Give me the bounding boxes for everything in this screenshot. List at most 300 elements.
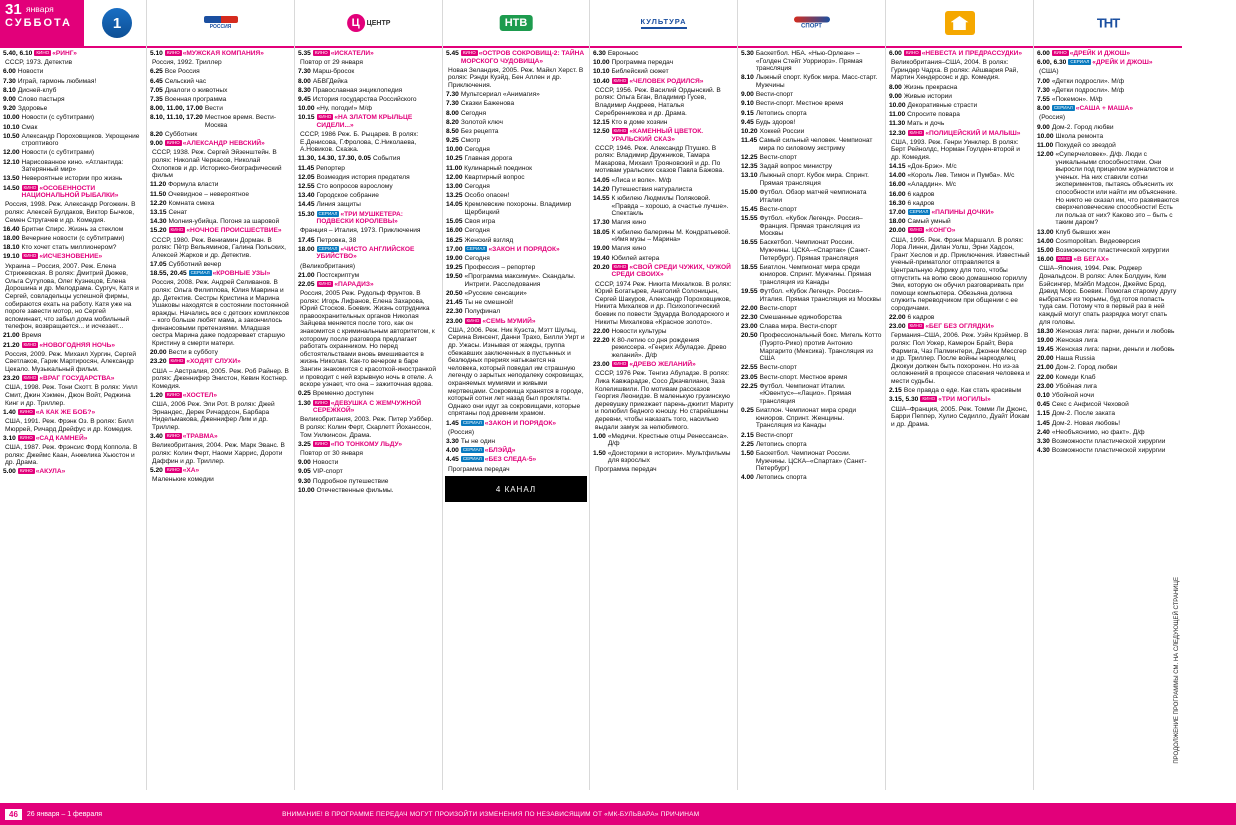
program-time: 19.25 [446,264,463,272]
program-time: 15.00 [741,189,758,197]
program-text: «ИСЧЕЗНОВЕНИЕ» [39,253,103,261]
program-row [889,314,1030,322]
program-title [461,456,586,464]
program-text: Летопись спорта [755,109,807,117]
program-title [300,290,439,389]
program-row [3,351,143,374]
program-title [317,201,439,209]
domashniy-logo[interactable] [945,11,975,35]
program-title [152,279,291,347]
program-row [298,263,439,271]
program-row [3,235,143,243]
program-text: Магия кино [611,219,647,227]
program-category-badge: КИНО [170,227,184,233]
program-title [300,450,439,458]
program-time: 7.55 [1037,95,1050,103]
program-text: 6 кадров [907,314,935,322]
program-text: «Суперчеловек». Д/ф. Люди с уникальными способностями. Они выросли под прицелом журналистов и ученых. На них ставили сотни экспериментов, пытаясь объяснить их способности или найти им объяснение. Но никто не сказал им, что развиваются сверхчеловеческие способности! Есть ли польза от них? Каково это – быть с таким даром? [1055,151,1179,227]
program-text: Сегодня [460,109,487,117]
program-text: Своя игра [464,218,496,226]
program-text: Баскетбол. Чемпионат России. Мужчины. ЦСКА–«Спартак» (Санкт-Петербург). Прямая трансляция [759,239,871,262]
program-text: Новая Зеландия, 2005. Реж. Майкл Херст. В ролях: Рэнди Куэйд, Бен Аллен и др. Приключения. [448,66,584,89]
program-time: 8.10, 11.10, 17.20 [150,114,203,122]
channel-column-2 [147,0,295,790]
program-time: 15.45 [741,205,758,213]
program-title [891,139,1030,162]
channel-header-4 [443,0,589,48]
program-title [760,172,882,187]
program-text: «ПО ТОНКОМУ ЛЬДУ» [330,440,402,448]
program-text: «Доисторики в истории». Мультфильмы для взрослых [607,449,731,465]
program-text: «ПАПИНЫ ДОЧКИ» [931,209,994,216]
program-text: «ХА» [182,466,200,474]
program-text: Кто в доме хозяин [611,118,668,126]
program-row [150,50,291,58]
program-text: Лыжный спорт. Кубок мира. Масс-старт. Мужчины [755,74,878,89]
program-title [595,370,734,431]
program-title [165,392,291,400]
program-text: США, 1995. Реж. Фрэнк Маршалл. В ролях: Лора Линни, Дилан Уолш, Эрни Хадсон, Грант Хеслов и др. Приключения. Известный ученый-приматолог отправляется в Центральную Африку для того, чтобы отпустить на волю свою домашнюю гориллу Эми, которую он обучил разговаривать при помощи компьютера. Обезьяна должна служить переводчиком при общении с ее сородичами. [891,236,1030,312]
program-title [1055,142,1179,150]
program-time: 8.20 [150,131,163,139]
program-row [446,246,586,254]
program-time: 20.20 [593,263,610,271]
program-time: 9.00 [150,140,163,148]
program-time: 10.15 [298,114,315,122]
program-time: 19.40 [593,254,610,262]
program-text: Ты не один [460,437,495,445]
program-text: СССР, 1938. Реж. Сергей Эйзенштейн. В ролях: Николай Черкасов, Николай Охлопков и др. Историко-биографический фильм [152,149,282,180]
program-time: 13.15 [150,209,167,216]
program-title [608,450,734,465]
program-row [1037,420,1179,428]
program-title [1052,401,1179,409]
program-text: Вести-спорт [759,205,797,213]
program-text: «Ну, погоди!» М/ф [316,105,372,113]
program-time: 3.25 [298,440,311,448]
program-title [465,290,586,298]
program-text: Здоровье [17,105,48,113]
program-title [300,416,439,439]
program-row [889,172,1030,180]
program-row [298,272,439,280]
program-row [446,100,586,108]
program-text: Вести-спорт [755,91,794,99]
program-time: 18.00 [298,245,315,253]
program-row [889,111,1030,119]
program-text: СССР, 1956. Реж. Василий Ордынский. В ролях: Ольга Бган, Владимир Гусев, Владимир Андреев, Наталья Серебренникова и др. Драма. [595,86,721,117]
program-row [3,185,143,200]
program-text: «СВОЙ СРЕДИ ЧУЖИХ, ЧУЖОЙ СРЕДИ СВОИХ» [611,263,731,279]
program-title [612,78,734,86]
program-row [1037,346,1179,354]
program-row [741,189,882,204]
program-text: Великобритания, 2003. Реж. Питер Уэббер. В ролях: Колин Ферт, Скарлетт Йоханссон, Том Уилкинсон. Драма. [300,416,434,439]
program-row [889,200,1030,208]
program-title [152,368,291,391]
program-text: Подробное путешествие [312,477,389,485]
program-text: (Россия) [448,428,475,436]
program-text: События [372,155,401,163]
program-title [465,264,586,272]
program-text: К юбилею балерины М. Кондратьевой. «Имя музы – Марина» [611,228,731,244]
program-row [446,67,586,90]
program-text: Кремлевские похороны. Владимир Щербицкий [464,201,572,216]
program-row [1037,328,1179,336]
program-title [908,200,1030,208]
program-row [1037,383,1179,391]
program-title [18,96,143,104]
program-text: «АКУЛА» [35,468,66,476]
program-category-badge: КИНО [466,317,480,323]
program-title [904,93,1030,101]
program-title [165,467,291,475]
program-text: «БЛЭЙД» [484,447,516,455]
program-row [298,174,439,182]
program-text: «ДЕВУШКА С ЖЕМЧУЖНОЙ СЕРЕЖКОЙ» [312,399,422,415]
program-row [298,237,439,245]
program-text: Вести в субботу [168,349,218,357]
program-time: 2.40 [1037,428,1050,436]
program-row [593,128,734,143]
program-text: «РИНГ» [52,50,77,57]
program-time: 23.00 [1037,382,1054,390]
program-title [908,191,1030,199]
channel-one-logo[interactable]: 1 [102,8,132,38]
program-category-badge: КИНО [166,50,180,55]
program-time: 6.00, 6.30 [1037,59,1067,67]
program-time: 10.50 [3,132,20,140]
program-row [298,78,439,86]
tvc-logo[interactable]: Ц ЦЕНТР [347,14,391,32]
program-time: 3.40 [150,433,163,441]
program-title [313,441,439,449]
program-row [298,227,439,235]
program-text: «КРОВНЫЕ УЗЫ» [212,270,271,278]
program-title [461,128,586,136]
program-row [298,201,439,209]
program-category-badge: КИНО [909,129,923,135]
program-title [756,441,882,449]
channel4-black-box [445,476,587,502]
program-row [889,163,1030,171]
program-category-badge: КИНО [23,375,37,381]
program-title [22,226,143,234]
program-title [317,183,439,191]
program-text: Россия, 1998. Реж. Александр Рогожкин. В ролях: Алексей Булдаков, Виктор Бычков, Семен Стругачев и др. Комедия. [5,201,136,224]
program-category-badge: СЕРИАЛ [318,210,338,216]
program-time: 3.30 [446,437,459,445]
program-row [298,281,439,289]
program-time: 15.30 [298,210,315,218]
listing-7 [886,48,1033,428]
program-title [205,105,291,113]
program-text: «ХОСТЕЛ» [182,392,218,399]
program-category-badge: КИНО [909,323,923,329]
program-text: Дом-2. После заката [1051,410,1116,418]
program-title [313,68,439,76]
program-row [3,332,143,340]
program-category-badge: СЕРИАЛ [462,456,482,462]
program-row [3,435,143,443]
program-text: «Русские сенсации» [464,290,527,298]
program-row [446,137,586,145]
program-row [593,195,734,218]
program-time: 16.40 [3,225,20,233]
program-row [446,290,586,298]
program-time: 12.55 [298,183,315,191]
program-row [741,215,882,238]
program-text: Летопись спорта [755,474,807,482]
program-text: Новости (с субтитрами) [21,149,95,157]
program-title [5,351,143,374]
program-text: Возможности пластической хирургии [1051,447,1166,455]
program-text: Нарисованное кино. «Атлантида: Затерянный мир» [21,158,124,174]
program-title [465,308,586,316]
program-title [22,235,143,243]
page-footer [0,803,1236,825]
program-time: 8.00 [298,77,311,85]
program-row [3,133,143,148]
program-text: СССР, 1973. Детектив [5,59,73,67]
program-row [889,332,1030,385]
program-title [756,91,882,99]
program-category-badge: КИНО [613,263,627,269]
program-text: Кто хочет стать миллионером? [21,244,117,252]
program-text: Сто вопросов взрослому [316,183,393,191]
program-text: Биатлон. Чемпионат мира среди юниоров. Спринт. Женщины. Трансляция из Канады [755,407,857,430]
program-title [465,227,586,235]
program-row [1037,78,1179,86]
program-title [22,244,143,252]
program-row [1037,59,1179,67]
program-title [1052,105,1179,113]
program-time: 18.10 [3,244,20,252]
program-row [741,137,882,152]
program-row [446,429,586,437]
program-row [298,211,439,226]
program-row [1037,229,1179,237]
program-title [612,337,734,360]
program-title [891,406,1030,429]
program-title [920,396,1030,404]
program-row [741,154,882,162]
program-text: Петровка, 38 [316,236,357,244]
program-text: Возможности пластической хирургии [1051,437,1166,445]
program-title [22,159,143,174]
program-text: «Покемон». М/ф [1051,95,1103,103]
program-row [741,91,882,99]
program-row [298,183,439,191]
program-text: Смотр [460,137,481,145]
program-time: 19.10 [3,253,20,261]
listing-5 [590,48,737,474]
program-time: 15.05 [446,218,463,226]
program-time: 11.30 [889,120,906,128]
program-row [593,68,734,76]
program-text: Православная энциклопедия [312,86,403,94]
program-category-badge: КИНО [170,358,184,364]
program-time: 17.30 [593,219,610,227]
program-time: 21.45 [446,299,463,307]
program-title [5,59,143,67]
channel-column-4 [443,0,590,790]
program-title [18,78,143,86]
program-title [1052,429,1179,437]
program-time: 12.30 [889,129,906,137]
program-text: Маленькие комедии [152,475,214,483]
program-text: Возможности пластической хирургии [1055,246,1170,254]
program-title [1052,410,1179,418]
program-row [446,165,586,173]
program-row [741,314,882,322]
program-row [1037,124,1179,132]
program-text: Кулинарный поединок [464,164,533,172]
program-row [446,218,586,226]
program-row [741,383,882,406]
program-time: 8.00, 11.00, 17.00 [150,105,203,113]
program-text: «ДРЕВО ЖЕЛАНИЙ» [629,361,696,369]
program-title [461,100,586,108]
program-row [298,478,439,486]
program-title [465,155,586,163]
program-title [165,50,291,58]
program-title [612,245,734,253]
program-row [593,255,734,263]
program-row [741,128,882,136]
program-time: 8.10 [3,86,16,94]
program-row [1037,68,1179,76]
program-text: Мультсериал «Анимагия» [460,91,540,99]
program-text: «ЧЕЛОВЕК РОДИЛСЯ» [629,77,704,85]
kultura-logo[interactable]: КУЛЬТУРА [640,17,686,29]
channel-header-5 [590,0,737,48]
program-title [22,114,143,122]
program-text: США, 1991. Реж. Фрэнк Оз. В ролях: Билл Мюррей, Ричард Дрейфус и др. Комедия. [5,417,134,433]
program-row [593,87,734,117]
program-time: 12.20 [150,199,167,207]
program-title [448,466,586,474]
channel-column-6 [738,0,886,790]
program-row [3,105,143,113]
program-time: 10.00 [298,105,315,113]
channel-column-7 [886,0,1034,790]
program-category-badge: СЕРИАЛ [462,447,482,453]
program-text: Убойная лига [1055,382,1097,390]
program-row [889,102,1030,110]
program-category-badge: КИНО [613,361,627,367]
program-title [756,110,882,118]
program-time: 10.10 [3,123,20,131]
program-text: Сегодня [464,227,490,235]
program-row [150,96,291,104]
program-title [317,237,439,245]
program-title [165,78,291,86]
program-time: 10.20 [741,127,758,135]
program-time: 4.45 [446,456,459,464]
program-title [465,218,586,226]
program-row [889,323,1030,331]
program-time: 8.50 [446,127,459,135]
program-text: Постскриптум [316,271,360,279]
program-category-badge: СЕРИАЛ [909,209,929,214]
program-row [1037,410,1179,418]
program-title [169,349,291,357]
program-time: 9.00 [741,91,754,99]
program-row [3,68,143,76]
program-title [908,130,1030,138]
program-time: 2.15 [889,387,902,395]
program-row [150,270,291,278]
program-text: Вести-спорт. Местное время [755,100,844,108]
program-row [298,105,439,113]
program-time: 12.00 [3,149,20,157]
program-row [593,264,734,279]
program-text: Библейский сюжет [611,68,669,76]
program-title [1052,50,1179,58]
program-time: 22.25 [741,382,758,390]
program-row [593,433,734,448]
rossiya-logo[interactable]: РОССИЯ [204,16,238,30]
program-title [612,361,734,369]
program-text: «КОНГО» [925,227,956,235]
program-row [3,124,143,132]
program-text: Слово пастыря [17,95,65,103]
program-time: 12.50 [593,127,610,135]
ntv-logo[interactable]: НТВ [500,15,533,31]
program-time: 19.00 [1037,336,1054,344]
program-row [298,59,439,67]
program-row [150,261,291,269]
program-text: Городское собрание [316,192,379,200]
program-row [298,68,439,76]
program-text: Великобритания, 2004. Реж. Марк Эванс. В ролях: Колин Ферт, Наоми Харрис, Дороти Даффин и др. Триллер. [152,442,285,465]
program-title [300,263,439,271]
program-title [317,246,439,261]
program-text: Убойной ночи [1051,392,1095,399]
sport-logo[interactable]: СПОРТ [794,17,830,30]
program-title [760,239,882,262]
tnt-logo[interactable]: ТНТ [1096,15,1120,31]
program-row [446,155,586,163]
program-text: «ВРАГ ГОСУДАРСТВА» [39,375,115,383]
program-title [461,119,586,127]
program-title [1056,374,1179,382]
program-row [593,466,734,474]
program-text: «ДРЕЙК И ДЖОШ» [1092,59,1153,67]
program-text: США–Япония, 1994. Реж. Роджер Дональдсон. В ролях: Алек Болдуин, Ким Бэйсингер, Мэйбл Мэдсон, Джеймс Брод, Дэвид Морс. Боевик. Помогая старому другу выбраться из тюрьмы, буд готов попасть туда сам. Потому что в первый раз в ней каждый могут спать разрядка могут спать для головы. [1039,265,1177,326]
program-time: 9.45 [741,118,754,126]
program-time: 0.45 [1037,401,1050,409]
program-row [1037,364,1179,372]
program-time: 21.20 [3,341,20,349]
program-row [446,420,586,428]
program-text: Александр Пороховщиков. Укрощение строптивого [21,132,140,148]
program-row [446,183,586,191]
program-title [317,281,439,289]
program-row [150,181,291,189]
program-title [168,181,291,189]
program-row [1037,447,1179,455]
program-row [1037,133,1179,141]
program-row [889,396,1030,404]
program-row [3,384,143,407]
program-text: Хоккей России [759,127,805,135]
program-row [3,114,143,122]
channel-header-3 [295,0,442,48]
program-row [1037,50,1179,58]
program-title [612,229,734,244]
